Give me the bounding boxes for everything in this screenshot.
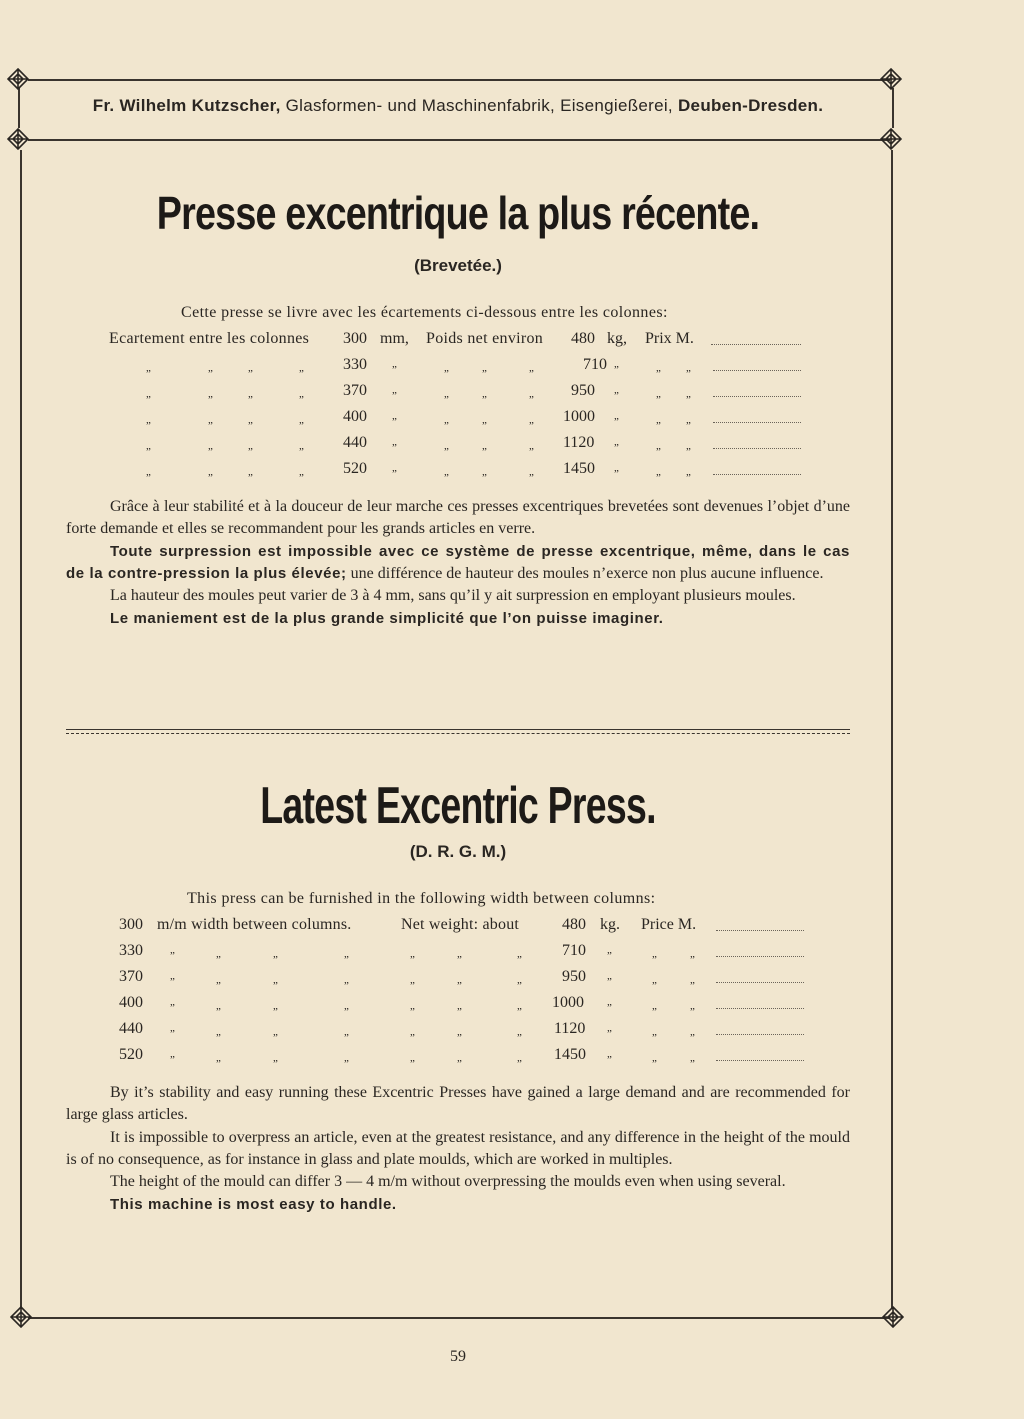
ditto-mark: „ — [299, 388, 304, 400]
frame-left-rule — [20, 150, 22, 1308]
ditto-mark: „ — [686, 362, 691, 374]
ditto-mark: „ — [146, 388, 151, 400]
ditto-mark: „ — [216, 948, 221, 960]
ditto-mark: „ — [690, 1052, 695, 1064]
ditto-mark: „ — [607, 1048, 612, 1060]
row-label: Ecartement entre les colonnes — [109, 330, 310, 347]
ditto-mark: „ — [444, 440, 449, 452]
ditto-mark: „ — [614, 384, 619, 396]
french-table-row — [0, 434, 916, 456]
ditto-mark: „ — [482, 466, 487, 478]
ditto-mark: „ — [410, 1026, 415, 1038]
ditto-mark: „ — [482, 440, 487, 452]
ditto-mark: „ — [690, 1000, 695, 1012]
ditto-mark: „ — [299, 440, 304, 452]
ditto-mark: „ — [517, 1026, 522, 1038]
row-weight: 950 — [571, 382, 595, 399]
english-body — [66, 1082, 850, 1217]
ditto-mark: „ — [652, 974, 657, 986]
english-subtitle: (D. R. G. M.) — [409, 842, 507, 861]
ditto-mark: „ — [410, 1052, 415, 1064]
ditto-mark: „ — [344, 1026, 349, 1038]
row-label: m/m width between columns. — [157, 916, 352, 933]
french-paragraph: Grâce à leur stabilité et à la douceur de leur marche ces presses excentriques brevetées sont devenues l’objet d’une forte demande et elles se recommandent pour les grands articles en verre. — [66, 498, 850, 538]
ditto-mark: „ — [614, 436, 619, 448]
ditto-mark: „ — [299, 466, 304, 478]
row-weight: 1450 — [554, 1046, 586, 1063]
row-weight: 710 — [583, 356, 607, 373]
ditto-mark: „ — [273, 948, 278, 960]
ditto-mark: „ — [248, 388, 253, 400]
ditto-mark: „ — [652, 948, 657, 960]
row-weight: 1120 — [554, 1020, 586, 1037]
ditto-mark: „ — [517, 1052, 522, 1064]
french-paragraph: La hauteur des moules peut varier de 3 à 4 mm, sans qu’il y ait surpression en employant plusieurs moules. — [110, 587, 796, 605]
company-business: Glasformen- und Maschinenfabrik, Eisengießerei, — [285, 96, 673, 115]
ditto-mark: „ — [170, 1022, 175, 1034]
row-weight: 710 — [562, 942, 586, 959]
ditto-mark: „ — [457, 948, 462, 960]
french-paragraph — [66, 541, 850, 586]
ditto-mark: „ — [686, 414, 691, 426]
diamond-ornament-icon — [7, 128, 29, 150]
row-weight-label: Poids net environ — [426, 330, 544, 347]
row-weight: 480 — [562, 916, 586, 933]
ditto-mark: „ — [216, 1000, 221, 1012]
ditto-mark: „ — [216, 1052, 221, 1064]
ditto-mark: „ — [216, 1026, 221, 1038]
ditto-mark: „ — [392, 462, 397, 474]
ditto-mark: „ — [444, 388, 449, 400]
ditto-mark: „ — [690, 948, 695, 960]
price-dotted-line — [713, 448, 801, 449]
ditto-mark: „ — [344, 1000, 349, 1012]
ditto-mark: „ — [248, 440, 253, 452]
ditto-mark: „ — [208, 440, 213, 452]
ditto-mark: „ — [652, 1052, 657, 1064]
ditto-mark: „ — [656, 440, 661, 452]
ditto-mark: „ — [614, 410, 619, 422]
company-location: Deuben-Dresden. — [677, 96, 824, 115]
ditto-mark: „ — [656, 362, 661, 374]
ditto-mark: „ — [146, 414, 151, 426]
row-weight-unit: kg. — [600, 916, 620, 933]
ditto-mark: „ — [146, 466, 151, 478]
price-dotted-line — [713, 422, 801, 423]
price-dotted-line — [716, 930, 804, 931]
ditto-mark: „ — [529, 440, 534, 452]
row-weight: 1000 — [552, 994, 584, 1011]
ditto-mark: „ — [273, 1000, 278, 1012]
price-dotted-line — [716, 956, 804, 957]
ditto-mark: „ — [686, 466, 691, 478]
company-name: Fr. Wilhelm Kutzscher, — [92, 96, 281, 115]
ditto-mark: „ — [457, 1052, 462, 1064]
french-title: Presse excentrique la plus récente. — [156, 187, 760, 239]
ditto-mark: „ — [208, 466, 213, 478]
ditto-mark: „ — [248, 466, 253, 478]
ditto-mark: „ — [457, 974, 462, 986]
ditto-mark: „ — [656, 414, 661, 426]
english-paragraph: By it’s stability and easy running these Excentric Presses have gained a large demand and are recommended for large glass articles. — [66, 1084, 850, 1124]
header-bottom-rule — [28, 139, 890, 141]
row-weight: 1450 — [563, 460, 595, 477]
ditto-mark: „ — [344, 948, 349, 960]
english-bold-statement: This machine is most easy to handle. — [110, 1196, 397, 1214]
english-title: Latest Excentric Press. — [260, 777, 656, 835]
ditto-mark: „ — [529, 388, 534, 400]
ditto-mark: „ — [607, 970, 612, 982]
frame-top-rule — [28, 79, 890, 81]
row-price-label: Prix M. — [645, 330, 694, 347]
ditto-mark: „ — [410, 974, 415, 986]
ditto-mark: „ — [410, 1000, 415, 1012]
ditto-mark: „ — [457, 1026, 462, 1038]
diamond-ornament-icon — [882, 1306, 904, 1328]
row-width: 520 — [119, 1046, 143, 1063]
row-width: 520 — [343, 460, 367, 477]
row-weight-unit: kg, — [607, 330, 627, 347]
page-header — [24, 96, 892, 116]
english-table-row — [0, 1020, 916, 1042]
ditto-mark: „ — [614, 358, 619, 370]
row-unit: mm, — [380, 330, 409, 347]
french-subtitle: (Brevetée.) — [414, 256, 502, 275]
ditto-mark: „ — [614, 462, 619, 474]
price-dotted-line — [713, 370, 801, 371]
diamond-ornament-icon — [7, 68, 29, 90]
row-weight-label: Net weight: about — [401, 916, 520, 933]
row-width: 440 — [343, 434, 367, 451]
ditto-mark: „ — [444, 466, 449, 478]
price-dotted-line — [716, 1008, 804, 1009]
english-intro: This press can be furnished in the following width between columns: — [187, 890, 656, 907]
row-width: 370 — [343, 382, 367, 399]
french-paragraph-rest: une différence de hauteur des moules n’exerce non plus aucune influence. — [346, 564, 824, 582]
ditto-mark: „ — [392, 436, 397, 448]
ditto-mark: „ — [344, 974, 349, 986]
price-dotted-line — [716, 982, 804, 983]
price-dotted-line — [716, 1034, 804, 1035]
ditto-mark: „ — [457, 1000, 462, 1012]
row-width: 400 — [343, 408, 367, 425]
ditto-mark: „ — [208, 362, 213, 374]
ditto-mark: „ — [529, 414, 534, 426]
ditto-mark: „ — [273, 1026, 278, 1038]
row-weight: 1000 — [563, 408, 595, 425]
row-weight: 950 — [562, 968, 586, 985]
french-table-row — [0, 460, 916, 482]
ditto-mark: „ — [517, 974, 522, 986]
ditto-mark: „ — [208, 414, 213, 426]
page-number: 59 — [450, 1348, 466, 1365]
ditto-mark: „ — [410, 948, 415, 960]
ditto-mark: „ — [517, 948, 522, 960]
ditto-mark: „ — [656, 388, 661, 400]
french-table-row — [0, 330, 916, 352]
ditto-mark: „ — [392, 358, 397, 370]
ditto-mark: „ — [686, 388, 691, 400]
section-divider — [66, 729, 850, 734]
ditto-mark: „ — [652, 1000, 657, 1012]
frame-right-rule — [891, 150, 893, 1308]
ditto-mark: „ — [482, 388, 487, 400]
row-weight: 480 — [571, 330, 595, 347]
ditto-mark: „ — [529, 466, 534, 478]
price-dotted-line — [713, 396, 801, 397]
ditto-mark: „ — [146, 362, 151, 374]
row-width: 300 — [119, 916, 143, 933]
price-dotted-line — [713, 474, 801, 475]
french-body — [66, 496, 850, 631]
ditto-mark: „ — [170, 970, 175, 982]
row-width: 300 — [343, 330, 367, 347]
row-width: 400 — [119, 994, 143, 1011]
diamond-ornament-icon — [880, 128, 902, 150]
ditto-mark: „ — [690, 1026, 695, 1038]
french-table-row — [0, 356, 916, 378]
row-width: 330 — [119, 942, 143, 959]
french-bold-statement: Toute surpression est impossible avec ce système de presse excentrique, même, dans le cas de la contre-pression la plus élevée; — [66, 542, 850, 582]
ditto-mark: „ — [248, 362, 253, 374]
ditto-mark: „ — [146, 440, 151, 452]
price-dotted-line — [711, 344, 801, 345]
ditto-mark: „ — [170, 996, 175, 1008]
price-dotted-line — [716, 1060, 804, 1061]
english-table-row — [0, 1046, 916, 1068]
ditto-mark: „ — [686, 440, 691, 452]
ditto-mark: „ — [444, 362, 449, 374]
ditto-mark: „ — [299, 414, 304, 426]
french-intro: Cette presse se livre avec les écartements ci-dessous entre les colonnes: — [181, 304, 668, 321]
ditto-mark: „ — [248, 414, 253, 426]
ditto-mark: „ — [529, 362, 534, 374]
french-bold-statement: Le maniement est de la plus grande simplicité que l’on puisse imaginer. — [110, 610, 664, 628]
french-table-row — [0, 408, 916, 430]
ditto-mark: „ — [344, 1052, 349, 1064]
ditto-mark: „ — [607, 996, 612, 1008]
ditto-mark: „ — [482, 362, 487, 374]
french-table-row — [0, 382, 916, 404]
ditto-mark: „ — [216, 974, 221, 986]
frame-left-rule — [18, 88, 20, 128]
ditto-mark: „ — [392, 410, 397, 422]
ditto-mark: „ — [656, 466, 661, 478]
row-width: 440 — [119, 1020, 143, 1037]
ditto-mark: „ — [208, 388, 213, 400]
english-table-row — [0, 968, 916, 990]
ditto-mark: „ — [607, 1022, 612, 1034]
ditto-mark: „ — [690, 974, 695, 986]
ditto-mark: „ — [607, 944, 612, 956]
diamond-ornament-icon — [10, 1306, 32, 1328]
english-table-row — [0, 994, 916, 1016]
row-price-label: Price M. — [641, 916, 697, 933]
ditto-mark: „ — [299, 362, 304, 374]
english-table-row — [0, 916, 916, 938]
ditto-mark: „ — [392, 384, 397, 396]
frame-bottom-rule — [28, 1317, 890, 1319]
ditto-mark: „ — [482, 414, 487, 426]
english-paragraph: It is impossible to overpress an article, even at the greatest resistance, and any difference in the height of the mould is of no consequence, as for instance in glass and plate moulds, which are worked in multiples. — [66, 1128, 850, 1168]
ditto-mark: „ — [273, 1052, 278, 1064]
ditto-mark: „ — [273, 974, 278, 986]
row-weight: 1120 — [563, 434, 595, 451]
row-width: 330 — [343, 356, 367, 373]
ditto-mark: „ — [170, 1048, 175, 1060]
ditto-mark: „ — [652, 1026, 657, 1038]
diamond-ornament-icon — [880, 68, 902, 90]
ditto-mark: „ — [170, 944, 175, 956]
english-table-row — [0, 942, 916, 964]
ditto-mark: „ — [444, 414, 449, 426]
english-paragraph: The height of the mould can differ 3 — 4 m/m without overpressing the moulds even when using several. — [110, 1173, 786, 1191]
frame-right-rule — [892, 88, 894, 128]
row-width: 370 — [119, 968, 143, 985]
ditto-mark: „ — [517, 1000, 522, 1012]
